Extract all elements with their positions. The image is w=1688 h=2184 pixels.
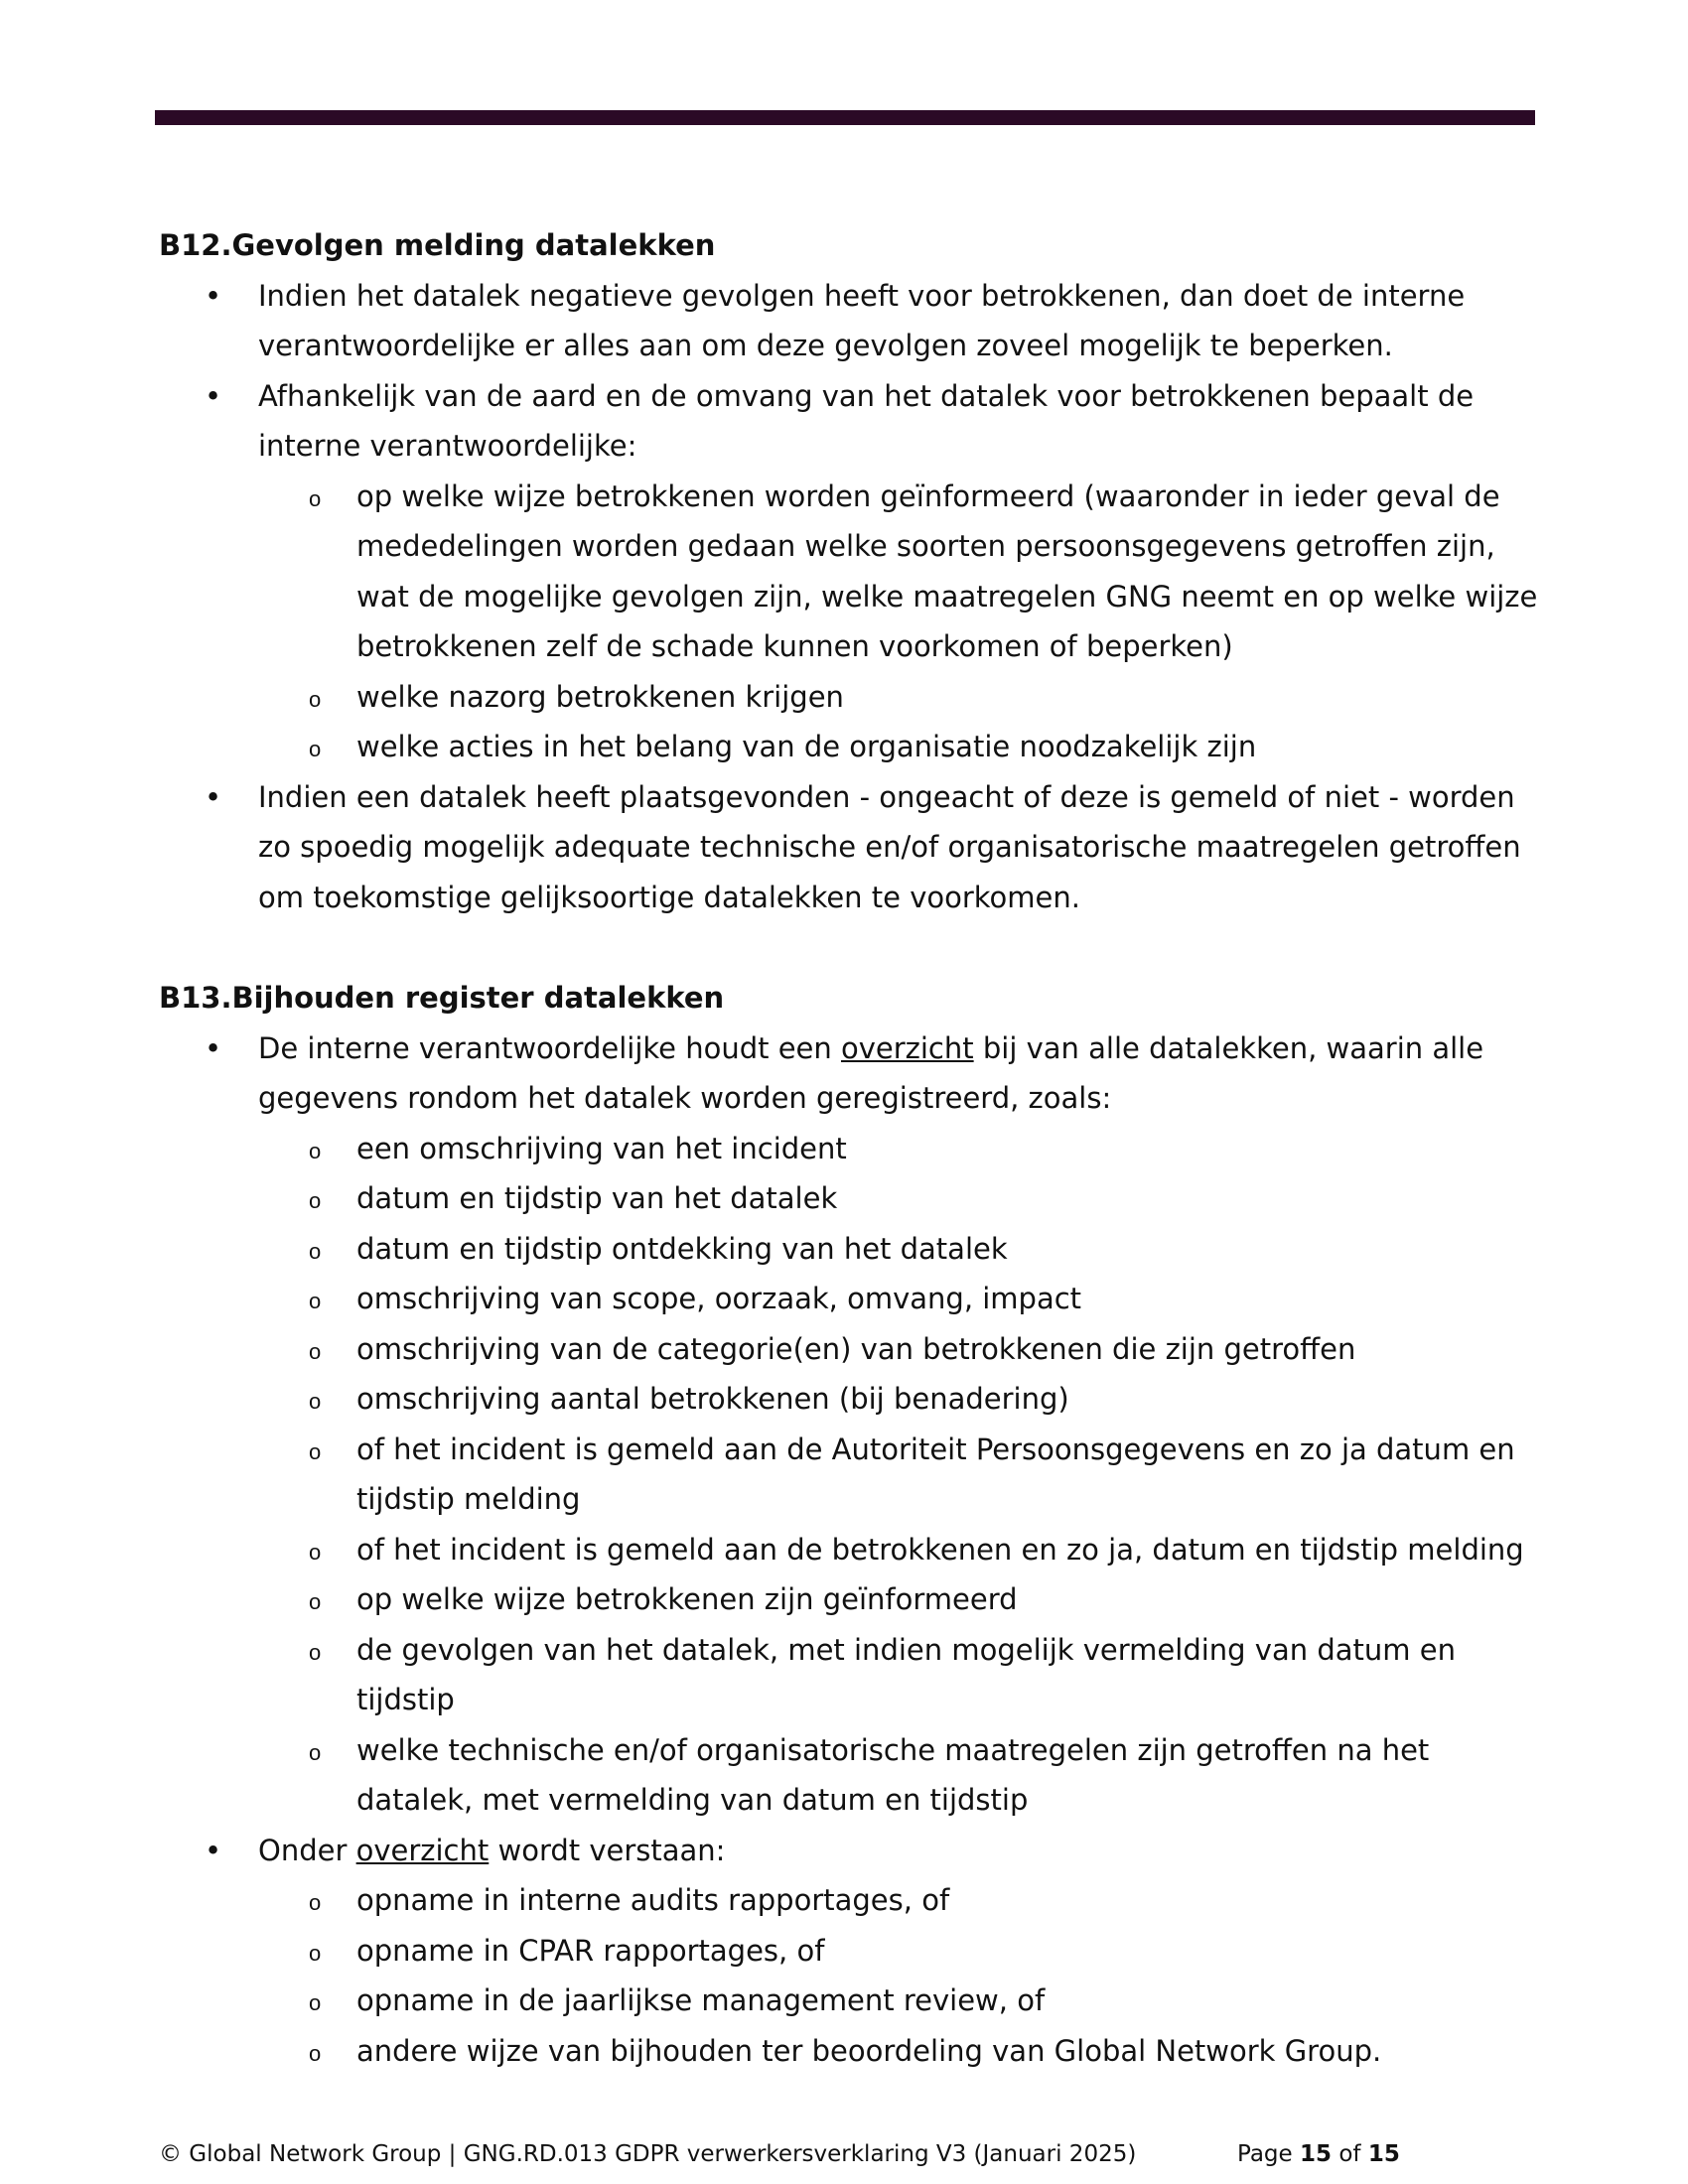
header-rule bbox=[155, 110, 1535, 125]
b13-sub-item: o omschrijving van scope, oorzaak, omvang, impact bbox=[258, 1274, 1549, 1324]
b13-sub-item: o op welke wijze betrokkenen zijn geïnformeerd bbox=[258, 1574, 1549, 1625]
b13-sub-item: o omschrijving van de categorie(en) van betrokkenen die zijn getroffen bbox=[258, 1324, 1549, 1375]
b12-bullet-list bbox=[159, 271, 1549, 923]
b12-sub-item: o welke nazorg betrokkenen krijgen bbox=[258, 672, 1549, 723]
footer-copyright: © Global Network Group | GNG.RD.013 GDPR verwerkersverklaring V3 (Januari 2025) bbox=[159, 2141, 1137, 2167]
page-of: of bbox=[1338, 2141, 1361, 2167]
b13-bullet-1-post: bij van alle datalekken, waarin alle gegevens rondom het datalek worden geregistreerd, zoals: bbox=[258, 1030, 1484, 1115]
overzicht-term: overzicht bbox=[840, 1030, 974, 1065]
section-spacer bbox=[159, 922, 1549, 973]
b13-bullet-2 bbox=[159, 1826, 1549, 2077]
b12-bullet-2 bbox=[159, 371, 1549, 772]
b13-bullet-1-pre: De interne verantwoordelijke houdt een bbox=[258, 1030, 841, 1065]
b12-sub-item: o welke acties in het belang van de organisatie noodzakelijk zijn bbox=[258, 722, 1549, 772]
b13-bullet-2-pre: Onder bbox=[258, 1833, 356, 1867]
b13-sub-item: o of het incident is gemeld aan de Autoriteit Persoonsgegevens en zo ja datum en tijdstip melding bbox=[258, 1425, 1549, 1525]
page-number bbox=[1237, 2139, 1400, 2169]
b12-bullet-1: • Indien het datalek negatieve gevolgen heeft voor betrokkenen, dan doet de interne verantwoordelijke er alles aan om deze gevolgen zoveel mogelijk te beperken. bbox=[159, 271, 1549, 371]
section-heading-b12: B12.Gevolgen melding datalekken bbox=[159, 228, 716, 262]
b13-sub-list bbox=[258, 1124, 1549, 1826]
b13-bullet-1 bbox=[159, 1024, 1549, 1826]
b12-sub-item: o op welke wijze betrokkenen worden geïnformeerd (waaronder in ieder geval de mededelingen worden gedaan welke soorten persoonsgegevens getroffen zijn, wat de mogelijke gevolgen zijn, welke maatregelen GNG neemt en op welke wijze betrokkenen zelf de schade kunnen voorkomen of beperken) bbox=[258, 472, 1549, 672]
b13-sub-item: o welke technische en/of organisatorische maatregelen zijn getroffen na het datalek, met vermelding van datum en tijdstip bbox=[258, 1725, 1549, 1826]
b13-sub-item: o of het incident is gemeld aan de betrokkenen en zo ja, datum en tijdstip melding bbox=[258, 1525, 1549, 1575]
page-total: 15 bbox=[1367, 2141, 1400, 2167]
document-body bbox=[159, 220, 1549, 2076]
page-footer bbox=[159, 2139, 1410, 2169]
b13-sub-item: o datum en tijdstip ontdekking van het datalek bbox=[258, 1224, 1549, 1275]
b13-sub-item: o opname in interne audits rapportages, of bbox=[258, 1875, 1549, 1926]
page-current: 15 bbox=[1300, 2141, 1333, 2167]
b13-sub-item: o een omschrijving van het incident bbox=[258, 1124, 1549, 1174]
page-label: Page bbox=[1237, 2141, 1293, 2167]
section-heading-b13: B13.Bijhouden register datalekken bbox=[159, 981, 725, 1015]
b12-sub-list bbox=[258, 472, 1549, 772]
b12-bullet-3: • Indien een datalek heeft plaatsgevonden - ongeacht of deze is gemeld of niet - worden zo spoedig mogelijk adequate technische en/of organisatorische maatregelen getroffen om toekomstige gelijksoortige datalekken te voorkomen. bbox=[159, 772, 1549, 923]
b13-sub-item: o de gevolgen van het datalek, met indien mogelijk vermelding van datum en tijdstip bbox=[258, 1625, 1549, 1725]
overzicht-term: overzicht bbox=[355, 1833, 490, 1867]
b12-bullet-2-text: Afhankelijk van de aard en de omvang van het datalek voor betrokkenen bepaalt de interne verantwoordelijke: bbox=[258, 378, 1475, 463]
b13-sub-item: o datum en tijdstip van het datalek bbox=[258, 1173, 1549, 1224]
b13-sub-item: o omschrijving aantal betrokkenen (bij benadering) bbox=[258, 1374, 1549, 1425]
b13-sub-item: o andere wijze van bijhouden ter beoordeling van Global Network Group. bbox=[258, 2026, 1549, 2077]
b13-bullet-2-post: wordt verstaan: bbox=[489, 1833, 726, 1867]
b13-sub-item: o opname in CPAR rapportages, of bbox=[258, 1926, 1549, 1977]
b13-sub-item: o opname in de jaarlijkse management review, of bbox=[258, 1976, 1549, 2026]
b13-bullet-list bbox=[159, 1024, 1549, 2077]
b13-sub-list-2 bbox=[258, 1875, 1549, 2076]
